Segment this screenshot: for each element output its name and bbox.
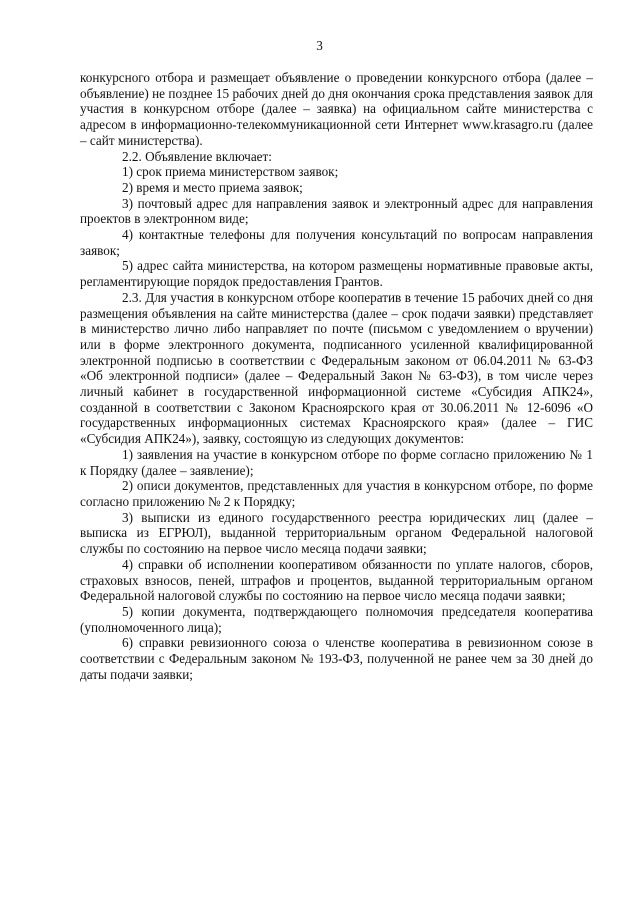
paragraph-2-2-item-4: 4) контактные телефоны для получения консультаций по вопросам направления заявок; <box>80 227 593 258</box>
paragraph-2-3-item-3: 3) выписки из единого государственного реестра юридических лиц (далее – выписка из ЕГРЮЛ), выданной территориальным органом Федеральной налоговой службы по состоянию на первое число месяца подачи заявки; <box>80 509 593 557</box>
paragraph-2-2-item-3: 3) почтовый адрес для направления заявок и электронный адрес для направления проектов в электронном виде; <box>80 195 593 227</box>
paragraph-2-3-item-4: 4) справки об исполнении кооперативом обязанности по уплате налогов, сборов, страховых взносов, пеней, штрафов и процентов, выданной территориальным органом Федеральной налоговой службы по состоянию на первое число месяца подачи заявки; <box>80 556 593 604</box>
paragraph-2-3: 2.3. Для участия в конкурсном отборе кооператив в течение 15 рабочих дней со дня размещения объявления на сайте министерства (далее – срок подачи заявки) представляет в министерство лично либо направляет по почте (письмом с уведомлением о вручении) или в форме электронного документа, подписанного усиленной квалифицированной электронной подписью в соответствии с Федеральным законом от 06.04.2011 № 63-ФЗ «Об электронной подписи» (далее – Федеральный Закон № 63-ФЗ), в том числе через личный кабинет в государственной информационной системе «Субсидия АПК24», созданной в соответствии с Законом Красноярского края от 30.06.2011 № 12-6096 «О государственных информационных системах Красноярского края» (далее – ГИС «Субсидия АПК24»), заявку, состоящую из следующих документов: <box>80 289 593 447</box>
page-number: 3 <box>316 38 323 53</box>
paragraph-2-3-item-2: 2) описи документов, представленных для участия в конкурсном отборе, по форме согласно приложению № 2 к Порядку; <box>80 478 593 509</box>
paragraph-2-2-item-1: 1) срок приема министерством заявок; <box>122 164 339 180</box>
paragraph-2-2-item-5: 5) адрес сайта министерства, на котором размещены нормативные правовые акты, регламентирующие порядок предоставления Грантов. <box>80 258 593 290</box>
paragraph-2-3-item-6: 6) справки ревизионного союза о членстве кооператива в ревизионном союзе в соответствии с Федеральным законом № 193-ФЗ, полученной не ранее чем за 30 дней до даты подачи заявки; <box>80 635 593 682</box>
paragraph-2-3-item-1: 1) заявления на участие в конкурсном отборе по форме согласно приложению № 1 к Порядку (далее – заявление); <box>80 446 593 478</box>
paragraph-2-2: 2.2. Объявление включает: <box>122 148 272 164</box>
paragraph-2-2-item-2: 2) время и место приема заявок; <box>122 179 303 195</box>
document-body <box>80 70 593 682</box>
paragraph-intro: конкурсного отбора и размещает объявление о проведении конкурсного отбора (далее – объявление) не позднее 15 рабочих дней до дня окончания срока представления заявок для участия в конкурсном отборе (далее – заявка) на официальном сайте министерства с адресом в информационно-телекоммуникационной сети Интернет www.krasagro.ru (далее – сайт министерства). <box>80 70 593 148</box>
paragraph-2-3-item-5: 5) копии документа, подтверждающего полномочия председателя кооператива (уполномоченного лица); <box>80 603 593 635</box>
